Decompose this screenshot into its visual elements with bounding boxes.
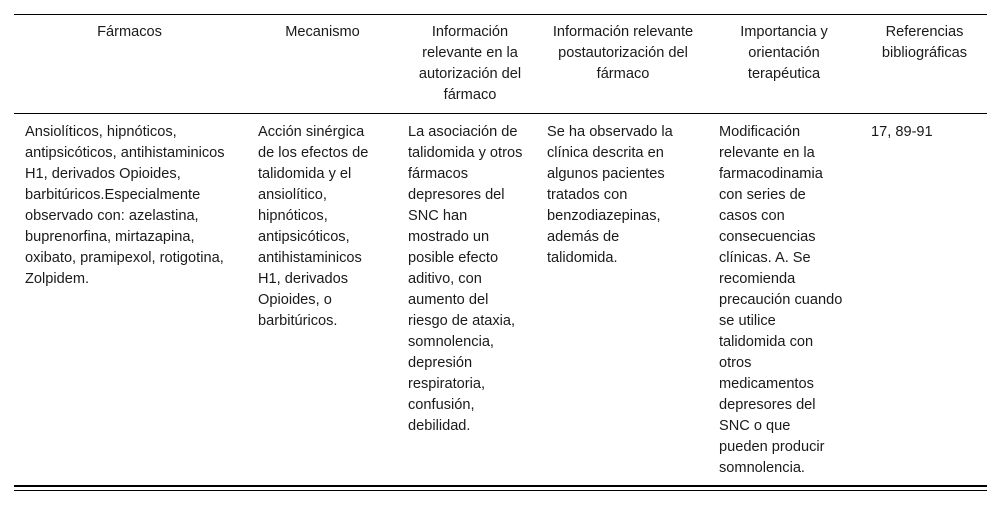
cell-farmacos: Ansiolíticos, hipnóticos, antipsicóticos, antihistaminicos H1, derivados Opioides, barbitúricos.Especialmente observado con: azelastina, buprenorfina, mirtazapina, oxibato, pramipexol, rotigotina, Zolpidem. xyxy=(25,124,225,287)
header-referencias xyxy=(862,15,987,113)
table-bottom-rule-secondary xyxy=(14,490,987,491)
cell-importancia xyxy=(706,114,862,485)
cell-referencias: 17, 89-91 xyxy=(871,124,933,140)
header-postautorizacion-text: Información relevante postautorización del fármaco xyxy=(552,24,694,82)
header-autorizacion-text: Información relevante en la autorización del fármaco xyxy=(418,24,522,103)
header-farmacos: Fármacos xyxy=(97,24,162,40)
table-row xyxy=(14,114,987,485)
header-mecanismo: Mecanismo xyxy=(285,24,360,40)
cell-autorizacion-text: La asociación de talidomida y otros fármacos depresores del SNC han mostrado un posible efecto aditivo, con aumento del riesgo de ataxia, somnolencia, depresión respiratoria, confusión, debilidad. xyxy=(408,124,523,434)
header-referencias-text: Referencias bibliográficas xyxy=(881,24,968,61)
header-importancia xyxy=(706,15,862,113)
cell-mecanismo-text: Acción sinérgica de los efectos de talidomida y el ansiolítico, hipnóticos, antipsicóticos, antihistaminicos H1, derivados Opioides, o barbitúricos. xyxy=(258,124,369,329)
table-bottom-rule xyxy=(14,485,987,487)
header-autorizacion xyxy=(400,15,540,113)
cell-postautorizacion xyxy=(540,114,706,485)
header-postautorizacion xyxy=(540,15,706,113)
table-header-row xyxy=(14,15,987,113)
cell-postautorizacion-text: Se ha observado la clínica descrita en algunos pacientes tratados con benzodiazepinas, además de talidomida. xyxy=(547,124,673,266)
cell-importancia-text: Modificación relevante en la farmacodinamia con series de casos con consecuencias clínicas. A. Se recomienda precaución cuando se utilice talidomida con otros medicamentos depresores del SNC o que pueden producir somnolencia. xyxy=(719,124,843,476)
interaction-table xyxy=(14,14,987,491)
cell-mecanismo xyxy=(245,114,400,485)
header-importancia-text: Importancia y orientación terapéutica xyxy=(740,24,828,82)
cell-autorizacion xyxy=(400,114,540,485)
